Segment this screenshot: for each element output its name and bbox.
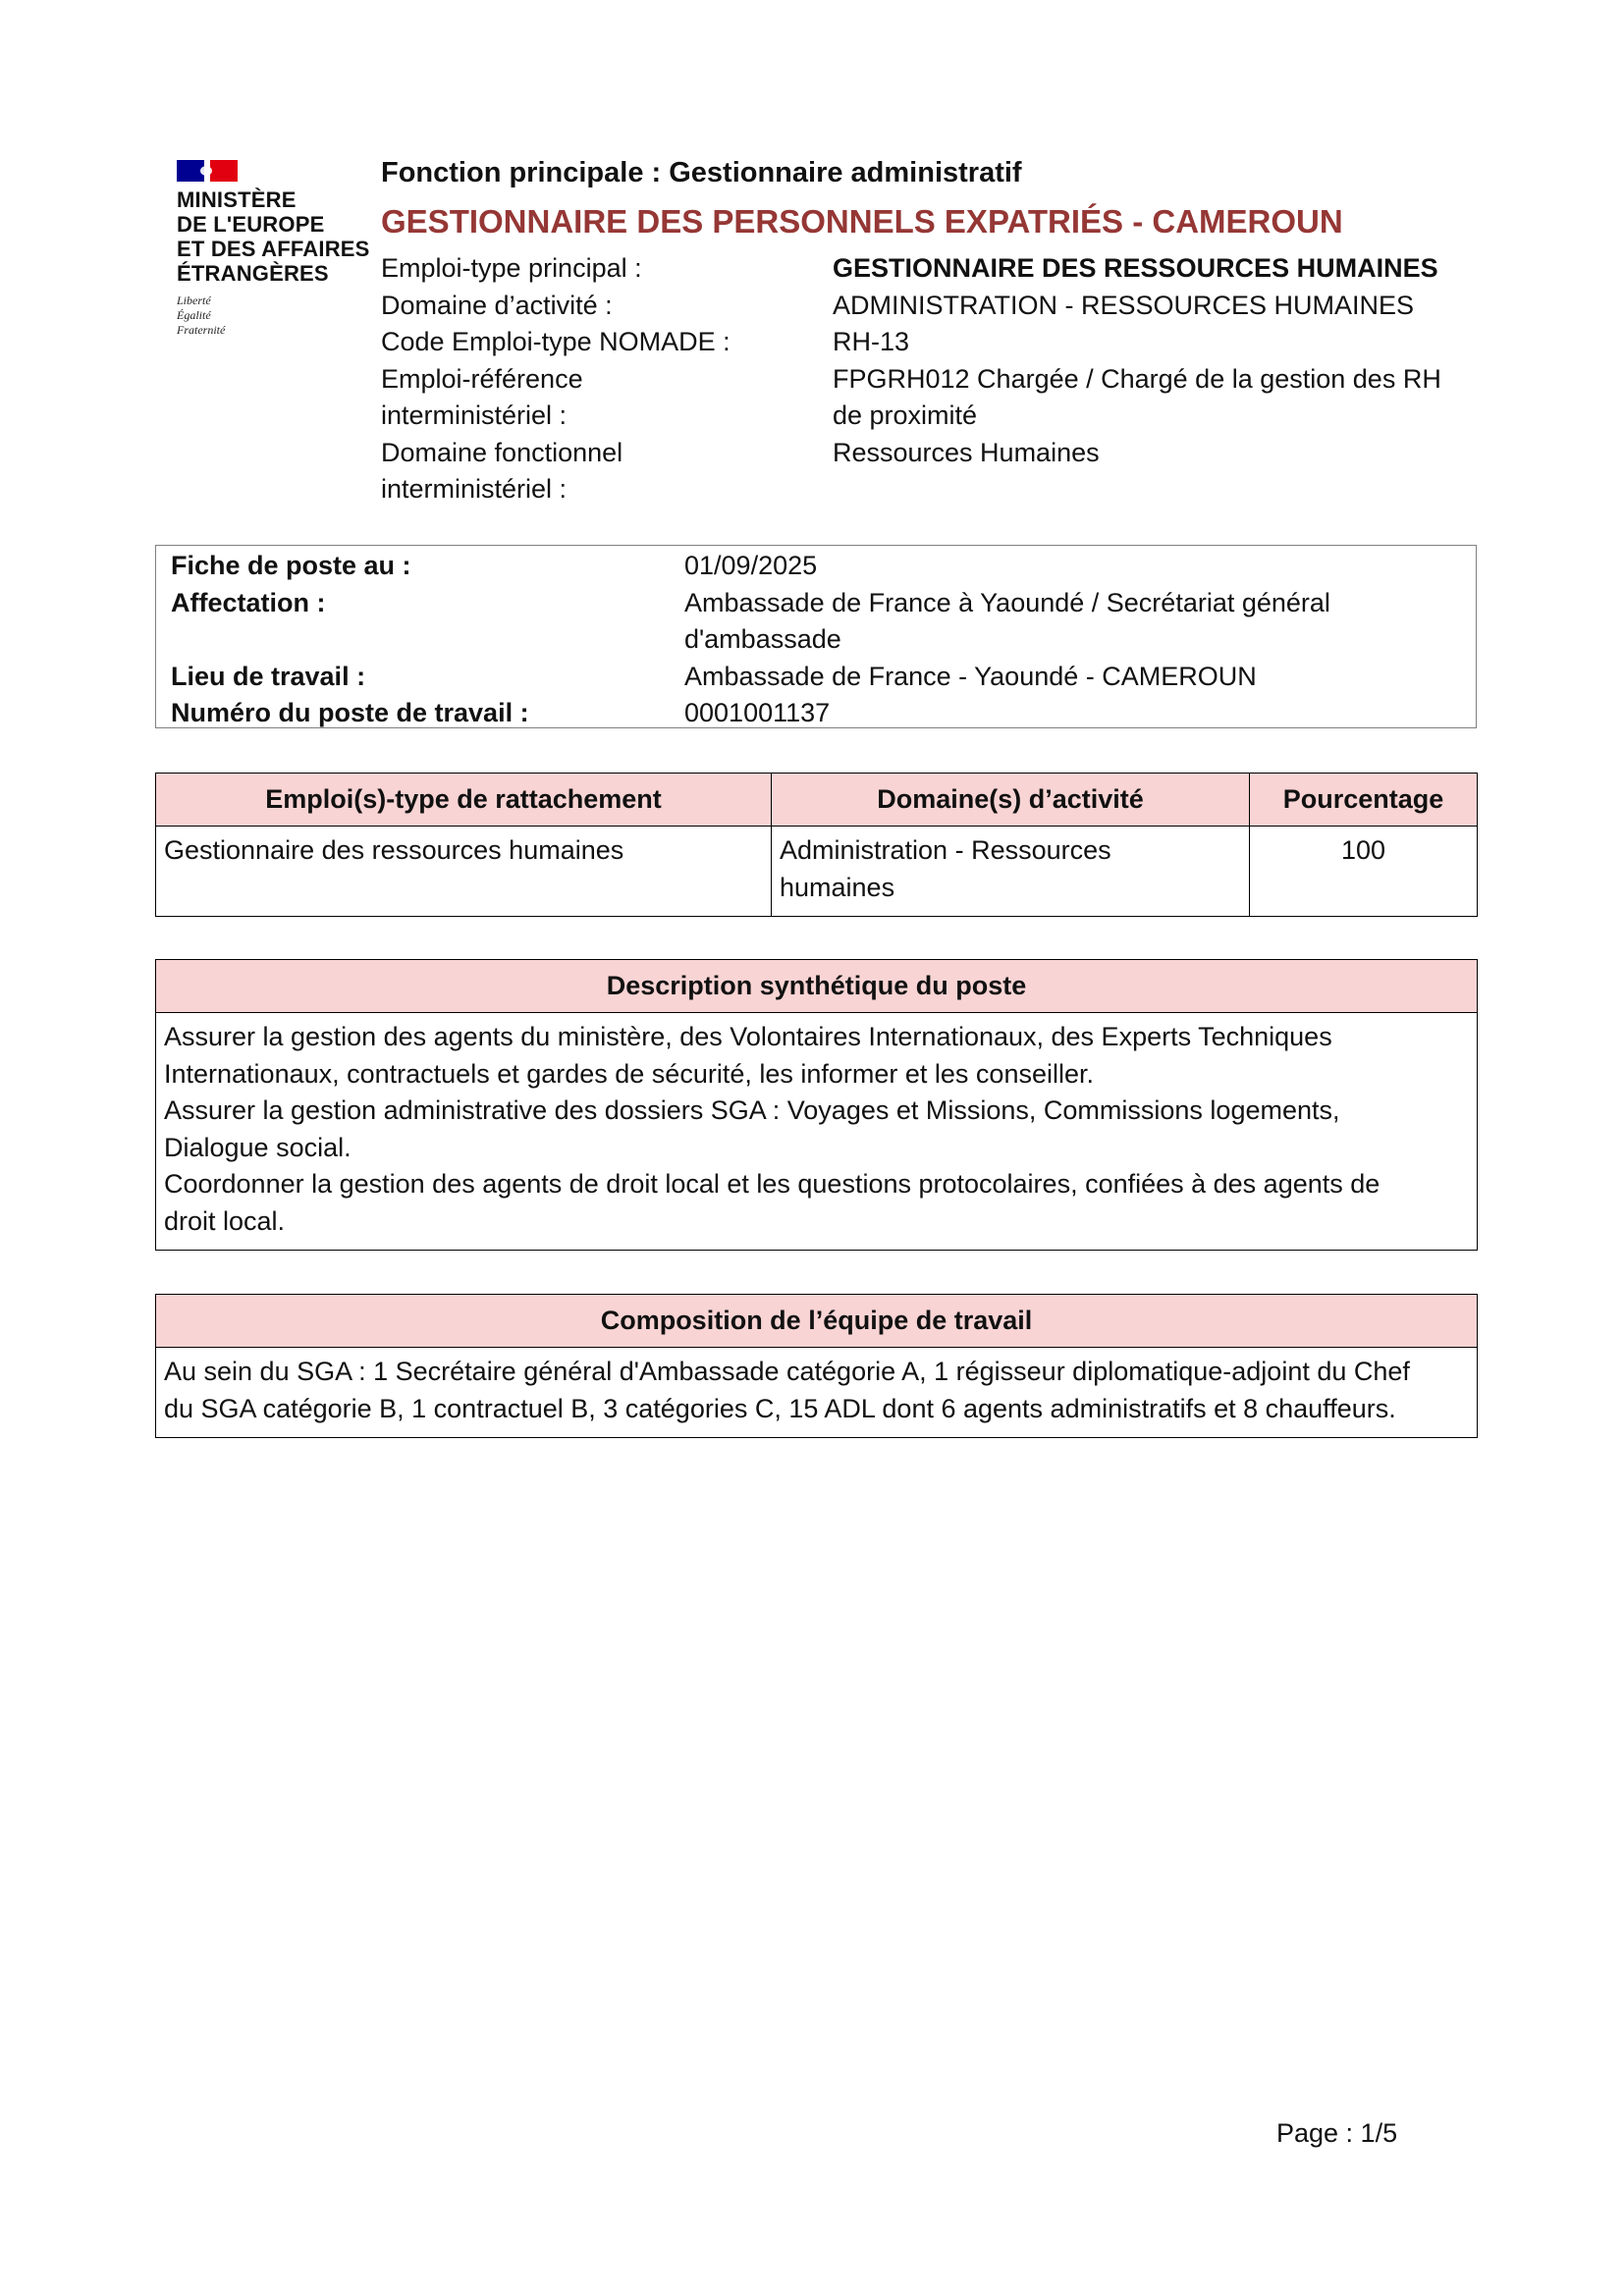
info-value: GESTIONNAIRE DES RESSOURCES HUMAINES [833,253,1438,283]
ministry-logo [177,160,373,338]
fiche-de-poste-box [155,545,1477,728]
fiche-row [171,585,1476,622]
info-row [381,471,1441,508]
domaine-line: humaines [780,872,895,902]
info-row [381,288,1441,325]
composition-line: Au sein du SGA : 1 Secrétaire général d'Ambassade catégorie A, 1 régisseur diplomatique-adjoint du Chef [164,1357,1410,1386]
info-label: interministériel : [381,400,568,430]
fiche-value: 01/09/2025 [684,551,818,580]
table-header-row [156,960,1478,1013]
fiche-label: Lieu de travail : [171,661,366,691]
emploi-cell: Gestionnaire des ressources humaines [156,827,772,917]
description-cell [156,1013,1478,1251]
table-row [156,1348,1478,1438]
fiche-value: 0001001137 [684,698,831,727]
section-header: Description synthétique du poste [156,960,1478,1013]
page-number: Page : 1/5 [1276,2118,1398,2148]
description-line: Internationaux, contractuels et gardes de sécurité, les informer et les conseiller. [164,1058,1094,1089]
fiche-value: Ambassade de France à Yaoundé / Secrétariat général [684,587,1330,617]
info-label: interministériel : [381,474,568,504]
domaine-cell [772,827,1250,917]
info-row [381,324,1441,361]
motto-line: Fraternité [177,323,226,337]
composition-line: du SGA catégorie B, 1 contractuel B, 3 catégories C, 15 ADL dont 6 agents administratifs et 8 chauffeurs. [164,1393,1396,1423]
info-row [381,250,1441,288]
fiche-label [171,621,684,659]
fiche-value: d'ambassade [684,624,841,654]
description-line: droit local. [164,1205,286,1236]
fiche-row [171,695,1476,732]
table-row [156,827,1478,917]
logo-line: MINISTÈRE [177,187,297,212]
table-header-row [156,1295,1478,1348]
column-header: Domaine(s) d’activité [772,774,1250,827]
marianne-flag-icon [177,160,238,182]
info-row [381,398,1441,435]
section-header: Composition de l’équipe de travail [156,1295,1478,1348]
description-table [155,959,1478,1251]
fiche-label: Affectation : [171,587,326,617]
info-label: Emploi-type principal : [381,253,642,283]
pourcentage-cell: 100 [1250,827,1478,917]
info-value: de proximité [833,400,978,430]
logo-line: ÉTRANGÈRES [177,261,329,286]
table-row [156,1013,1478,1251]
fonction-principale: Fonction principale : Gestionnaire administratif [381,157,1022,188]
info-value [833,471,1441,508]
info-value: Ressources Humaines [833,437,1100,467]
info-value: FPGRH012 Chargée / Chargé de la gestion des RH [833,363,1441,394]
fiche-label: Fiche de poste au : [171,551,411,580]
info-label: Emploi-référence [381,363,583,394]
table-header-row [156,774,1478,827]
description-line: Assurer la gestion des agents du ministère, des Volontaires Internationaux, des Experts Techniques [164,1022,1332,1051]
motto-line: Égalité [177,308,211,322]
column-header: Emploi(s)-type de rattachement [156,774,772,827]
logo-line: DE L'EUROPE [177,212,325,237]
rattachement-table [155,773,1478,917]
info-row [381,361,1441,399]
description-line: Coordonner la gestion des agents de droit local et les questions protocolaires, confiées à des agents de [164,1169,1380,1199]
info-label: Domaine d’activité : [381,290,613,320]
composition-table [155,1294,1478,1438]
description-line: Dialogue social. [164,1132,352,1162]
domaine-line: Administration - Ressources [780,835,1111,865]
info-value: RH-13 [833,327,910,356]
logo-line: ET DES AFFAIRES [177,237,370,261]
fiche-row [171,621,1476,659]
info-row [381,435,1441,472]
fiche-row [171,548,1476,585]
description-line: Assurer la gestion administrative des dossiers SGA : Voyages et Missions, Commissions logements, [164,1095,1340,1125]
fiche-label: Numéro du poste de travail : [171,698,529,727]
fiche-row [171,659,1476,696]
logo-motto [177,294,373,338]
info-label: Code Emploi-type NOMADE : [381,327,731,356]
column-header: Pourcentage [1250,774,1478,827]
motto-line: Liberté [177,294,211,307]
composition-cell [156,1348,1478,1438]
emploi-info [381,250,1441,508]
fiche-value: Ambassade de France - Yaoundé - CAMEROUN [684,661,1257,691]
info-label: Domaine fonctionnel [381,437,623,467]
logo-text [177,187,373,286]
page-title: GESTIONNAIRE DES PERSONNELS EXPATRIÉS - CAMEROUN [381,203,1343,240]
info-value: ADMINISTRATION - RESSOURCES HUMAINES [833,290,1415,320]
